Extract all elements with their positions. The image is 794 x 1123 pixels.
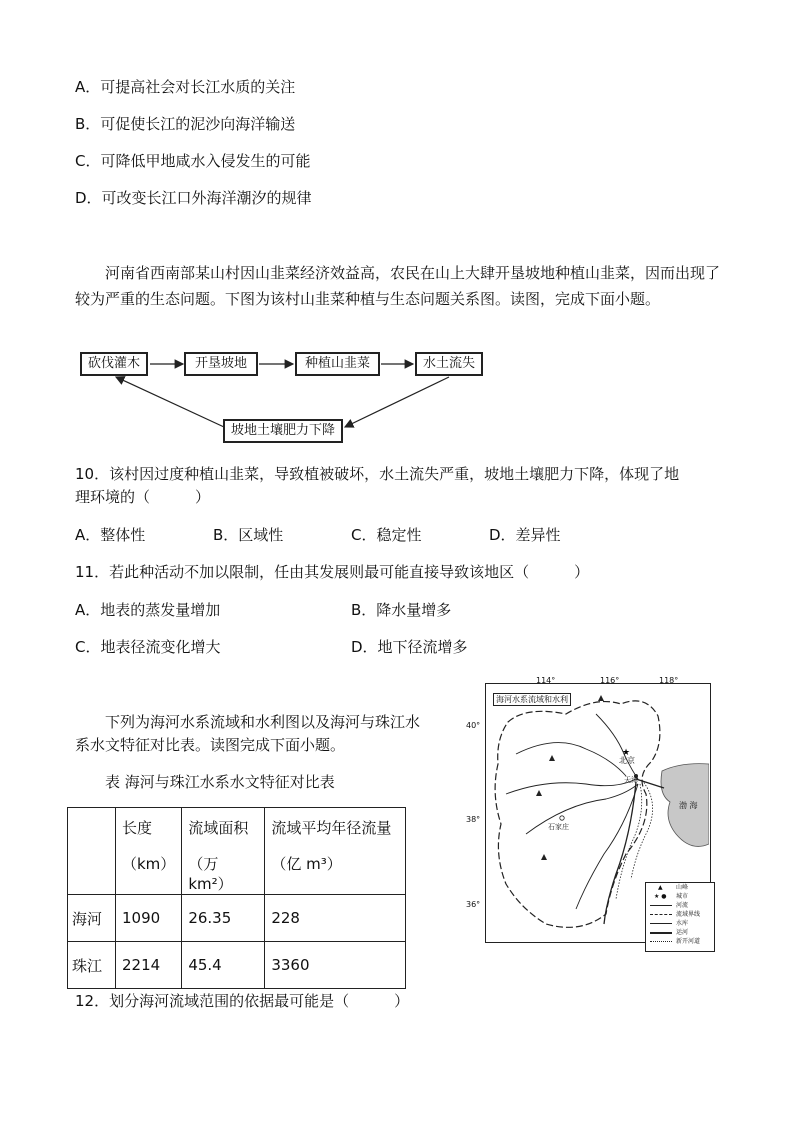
legend-item-canal: 运河 — [646, 928, 714, 937]
q11-option-b: B．降水量增多 — [351, 601, 452, 619]
table-corner-cell — [68, 808, 116, 895]
intro-paragraph-2-line2: 系水文特征对比表。读图完成下面小题。 — [75, 736, 346, 754]
q10-option-d: D．差异性 — [489, 526, 561, 544]
flow-box-reclaim-slopes: 开垦坡地 — [184, 352, 258, 376]
flow-box-plant-chives: 种植山韭菜 — [295, 352, 380, 376]
flow-box-fertility-decline: 坡地土壤肥力下降 — [223, 419, 343, 443]
q10-option-b: B．区域性 — [213, 526, 284, 544]
q11-option-d: D．地下径流增多 — [351, 638, 468, 656]
lon-label-116: 116° — [600, 676, 620, 685]
flow-box-soil-erosion: 水土流失 — [415, 352, 483, 376]
cell-runoff: 228 — [265, 895, 406, 942]
city-label-shijiazhuang: 石家庄 — [548, 823, 569, 831]
lon-label-114: 114° — [536, 676, 556, 685]
header-area-unit: （万 km²） — [188, 855, 233, 893]
q10-option-c: C．稳定性 — [351, 526, 422, 544]
q12-stem: 12．划分海河流域范围的依据最可能是（ ） — [75, 992, 410, 1010]
map-frame — [485, 683, 711, 943]
legend-item-river: 河流 — [646, 901, 714, 910]
lon-label-118: 118° — [659, 676, 679, 685]
q9-option-c: C．可降低甲地咸水入侵发生的可能 — [75, 152, 311, 170]
q9-option-d: D．可改变长江口外海洋潮汐的规律 — [75, 189, 312, 207]
city-label-tianjin: 天津 — [624, 776, 638, 784]
haihe-basin-map — [466, 676, 713, 946]
lat-label-40: 40° — [466, 721, 481, 730]
q10-option-a: A．整体性 — [75, 526, 146, 544]
q9-option-a: A．可提高社会对长江水质的关注 — [75, 78, 296, 96]
intro-paragraph-1: 河南省西南部某山村因山韭菜经济效益高，农民在山上大肆开垦坡地种植山韭菜，因而出现了较为严重的生态问题。下图为该村山韭菜种植与生态问题关系图。读图，完成下面小题。 — [75, 264, 721, 308]
city-label-beijing: 北京 — [619, 756, 635, 765]
cell-area: 26.35 — [182, 895, 265, 942]
cell-length: 2214 — [116, 942, 182, 989]
lat-label-38: 38° — [466, 815, 481, 824]
flow-box-cut-shrubs: 砍伐灌木 — [80, 352, 148, 376]
header-area-label: 流域面积 — [188, 819, 249, 837]
q10-stem-line2: 理环境的（ ） — [75, 488, 211, 506]
header-length-unit: （km） — [122, 855, 176, 873]
table-row — [68, 895, 406, 942]
cell-runoff: 3360 — [265, 942, 406, 989]
header-runoff-unit: （亿 m³） — [271, 855, 342, 873]
q11-stem: 11．若此种活动不加以限制，任由其发展则最可能直接导致该地区（ ） — [75, 563, 590, 581]
legend-item-city: ★ ● 城市 — [654, 893, 689, 900]
cell-area: 45.4 — [182, 942, 265, 989]
map-legend — [645, 882, 715, 952]
table-row — [68, 942, 406, 989]
header-length-label: 长度 — [122, 819, 153, 837]
intro-paragraph-2-line1: 下列为海河水系流域和水利图以及海河与珠江水 — [105, 713, 421, 731]
flow-diagram-arrows — [0, 0, 794, 460]
q9-option-b: B．可促使长江的泥沙向海洋输送 — [75, 115, 296, 133]
header-runoff-label: 流域平均年径流量 — [271, 819, 392, 837]
q10-stem-line1: 10．该村因过度种植山韭菜，导致植被破坏，水土流失严重，坡地土壤肥力下降，体现了地 — [75, 465, 680, 483]
hydrology-table — [67, 807, 406, 989]
legend-item-peak: ▲ 山峰 — [658, 884, 689, 891]
map-title: 海河水系流域和水利 — [493, 693, 571, 706]
table-header-row — [68, 808, 406, 895]
legend-item-boundary: 流域界线 — [646, 910, 714, 919]
q11-option-c: C．地表径流变化增大 — [75, 638, 221, 656]
table-caption: 表 海河与珠江水系水文特征对比表 — [105, 773, 335, 791]
cell-river-name: 珠江 — [68, 942, 116, 989]
cell-river-name: 海河 — [68, 895, 116, 942]
header-length — [116, 808, 182, 895]
legend-item-reservoir: 水库 — [646, 919, 714, 928]
lat-label-36: 36° — [466, 900, 481, 909]
sea-label-bohai: 渤 海 — [679, 801, 698, 810]
svg-text:★: ★ — [622, 748, 631, 758]
q11-option-a: A．地表的蒸发量增加 — [75, 601, 221, 619]
cell-length: 1090 — [116, 895, 182, 942]
legend-item-new-channel: 新开河道 — [646, 937, 714, 946]
header-area — [182, 808, 265, 895]
header-runoff — [265, 808, 406, 895]
